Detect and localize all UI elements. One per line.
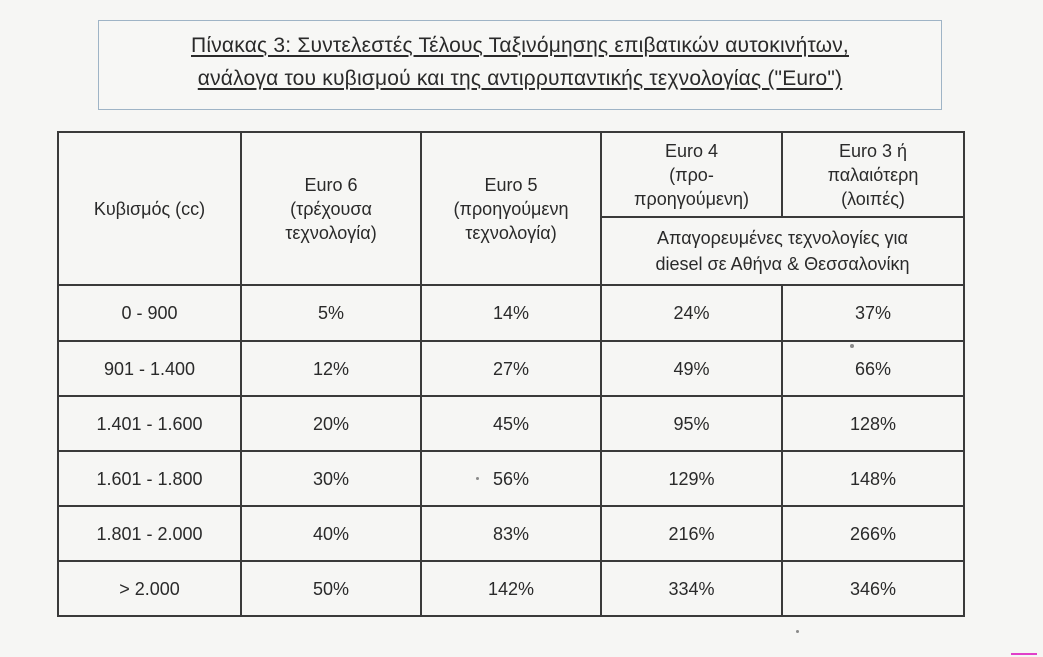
header-euro4 <box>602 133 781 216</box>
row-euro5: 56% <box>492 468 530 489</box>
row-euro6: 50% <box>312 578 350 599</box>
row-euro4: 95% <box>673 413 710 434</box>
row-euro3: 148% <box>849 468 897 489</box>
row-euro5: 142% <box>487 578 535 599</box>
table-caption-line-2: ανάλογα του κυβισμού και της αντιρρυπαντικής τεχνολογίας ("Euro") <box>197 67 843 90</box>
header-euro3-line-3: (λοιπές) <box>841 188 905 209</box>
table-border-bottom <box>57 615 965 617</box>
row-cc: 0 - 900 <box>121 303 178 323</box>
row-euro5: 83% <box>492 523 530 544</box>
row-cc: 1.601 - 1.800 <box>96 468 203 489</box>
row-euro3: 66% <box>854 358 892 379</box>
row-euro3: 128% <box>849 413 897 434</box>
header-euro5-line-1: Euro 5 <box>484 174 538 195</box>
row-euro6: 12% <box>312 358 350 379</box>
row-euro6: 5% <box>317 303 344 323</box>
row-cc: 1.801 - 2.000 <box>96 523 203 544</box>
header-euro5 <box>422 133 600 284</box>
row-euro6: 30% <box>312 468 350 489</box>
header-euro4-line-1: Euro 4 <box>664 140 719 161</box>
row-cc: 901 - 1.400 <box>103 358 196 379</box>
scan-speck <box>796 630 799 633</box>
row-euro4: 334% <box>668 578 715 599</box>
row-euro4: 24% <box>673 303 710 323</box>
header-banned-line-1: Απαγορευμένες τεχνολογίες για <box>657 228 908 248</box>
header-cc-label: Κυβισμός (cc) <box>93 198 206 219</box>
highlighter-mark <box>1011 653 1037 655</box>
row-euro3: 346% <box>849 578 897 599</box>
row-euro4: 216% <box>668 523 715 544</box>
header-cc <box>59 133 240 284</box>
header-banned-line-2: diesel σε Αθήνα & Θεσσαλονίκη <box>655 254 910 274</box>
header-euro4-line-3: προηγούμενη) <box>634 188 749 209</box>
header-banned-technologies <box>602 218 963 284</box>
scan-speck <box>476 477 479 480</box>
row-euro5: 45% <box>492 413 530 434</box>
row-cc: > 2.000 <box>119 578 180 599</box>
row-cc: 1.401 - 1.600 <box>96 413 203 434</box>
table-border-right <box>963 131 965 617</box>
row-euro3: 266% <box>849 523 897 544</box>
scan-speck <box>850 344 854 348</box>
header-euro6-line-1: Euro 6 <box>304 174 358 195</box>
table-caption-line-1: Πίνακας 3: Συντελεστές Τέλους Ταξινόμησης επιβατικών αυτοκινήτων, <box>191 34 849 57</box>
header-euro5-line-3: τεχνολογία) <box>465 222 557 243</box>
row-euro5: 27% <box>492 358 530 379</box>
row-euro3: 37% <box>854 303 892 323</box>
row-euro6: 20% <box>312 413 350 434</box>
header-euro4-line-2: (προ- <box>669 164 714 185</box>
row-euro4: 49% <box>673 358 710 379</box>
header-euro6-line-2: (τρέχουσα <box>290 198 372 219</box>
header-euro3-line-2: παλαιότερη <box>827 164 919 185</box>
header-euro6-line-3: τεχνολογία) <box>285 222 377 243</box>
header-euro3-line-1: Euro 3 ή <box>838 140 908 161</box>
header-euro6 <box>242 133 420 284</box>
row-euro5: 14% <box>492 303 530 323</box>
header-euro3 <box>783 133 963 216</box>
row-euro6: 40% <box>312 523 350 544</box>
row-euro4: 129% <box>668 468 715 489</box>
header-euro5-line-2: (προηγούμενη <box>453 198 569 219</box>
